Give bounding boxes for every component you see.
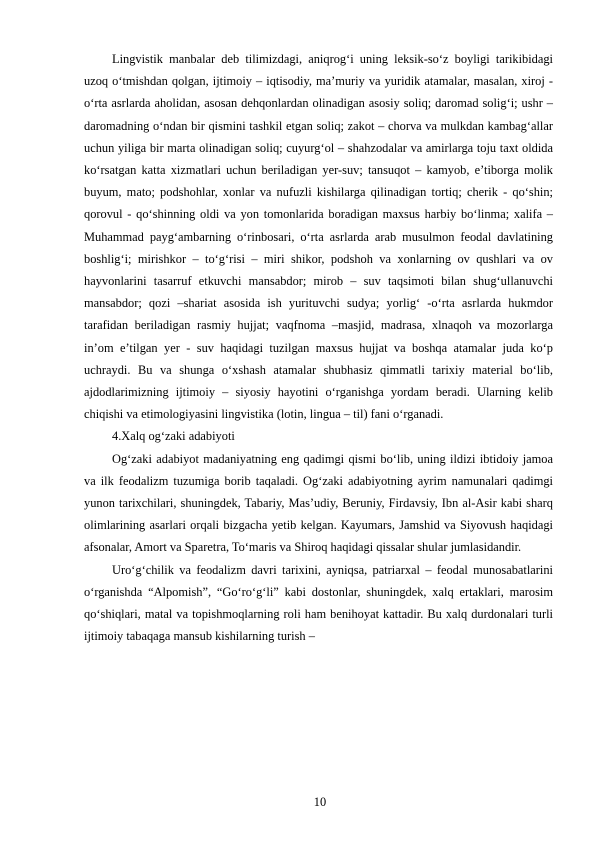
section-heading: 4.Xalq og‘zaki adabiyoti <box>112 429 235 444</box>
paragraph-ogzaki-adabiyot: Og‘zaki adabiyot madaniyatning eng qadimgi qismi bo‘lib, uning ildizi ibtidoiy jamoa va ilk feodalizm tuzumiga borib taqaladi. Og‘zaki adabiyotning ayrim namunalari qadimgi yunon tarixchilari, shuningdek, Tabariy, Mas’udiy, Beruniy, Firdavsiy, Ibn al-Asir kabi sharq olimlarining asarlari orqali bizgacha yetib kelgan. Kayumars, Jamshid va Siyovush haqidagi afsonalar, Amort va Sparetra, To‘maris va Shiroq haqidagi qissalar shular jumlasidandir. <box>84 451 553 555</box>
page-number: 10 <box>313 795 327 809</box>
paragraph-lingvistik-manbalar: Lingvistik manbalar deb tilimizdagi, aniqrog‘i uning leksik-so‘z boyligi tarikibidagi uzoq o‘tmishdan qolgan, ijtimoiy – iqtisodiy, ma’muriy va yuridik atamalar, masalan, xiroj - o‘rta asrlarda aholidan, asosan dehqonlardan olinadigan asosiy soliq; daromad solig‘i; ushr – daromadning o‘ndan bir qismini tashkil etgan soliq; zakot – chorva va mulkdan kambag‘allar uchun yiliga bir marta olinadigan soliq; cuyurg‘ol – shahzodalar va amirlarga toju taxt oldida ko‘rsatgan katta xizmatlari uchun beriladigan yer-suv; tansuqot – kamyob, e’tiborga molik buyum, mato; podshohlar, xonlar va nufuzli kishilarga qilinadigan tortiq; cherik - qo‘shin; qorovul - qo‘shinning oldi va yon tomonlarida boradigan maxsus harbiy bo‘linma; xalifa –Muhammad payg‘ambarning o‘rinbosari, o‘rta asrlarda arab musulmon feodal davlatining boshlig‘i; mirishkor – to‘g‘risi – miri shikor, podshoh va xonlarning ov qushlari va ov hayvonlarini tasarruf etkuvchi mansabdor; mirob – suv taqsimoti bilan shug‘ullanuvchi mansabdor; qozi –shariat asosida ish yurituvchi sudya; yorlig‘ -o‘rta asrlarda hukmdor tarafidan beriladigan rasmiy hujjat; vaqfnoma –masjid, madrasa, xlnaqoh va mozorlarga in’om e’tilgan yer - suv haqidagi tuzilgan maxsus hujjat va boshqa atamalar juda ko‘p uchraydi. Bu va shunga o‘xshash atamalar shubhasiz qimmatli tarixiy material bo‘lib, ajdodlarimizning ijtimoiy – siyosiy hayotini o‘rganishga yordam beradi. Ularning kelib chiqishi va etimologiyasini lingvistika (lotin, lingua – til) fani o‘rganadi. <box>84 52 553 422</box>
paragraph-urugchilik: Uro‘g‘chilik va feodalizm davri tarixini, ayniqsa, patriarxal – feodal munosabatlarini o‘rganishda “Alpomish”, “Go‘ro‘g‘li” kabi dostonlar, shuningdek, xalq ertaklari, marosim qo‘shiqlari, matal va topishmoqlarning roli ham benihoyat kattadir. Bu xalq durdonalari turli ijtimoiy tabaqaga mansub kishilarning turish – <box>84 562 553 644</box>
body-text <box>84 48 553 647</box>
